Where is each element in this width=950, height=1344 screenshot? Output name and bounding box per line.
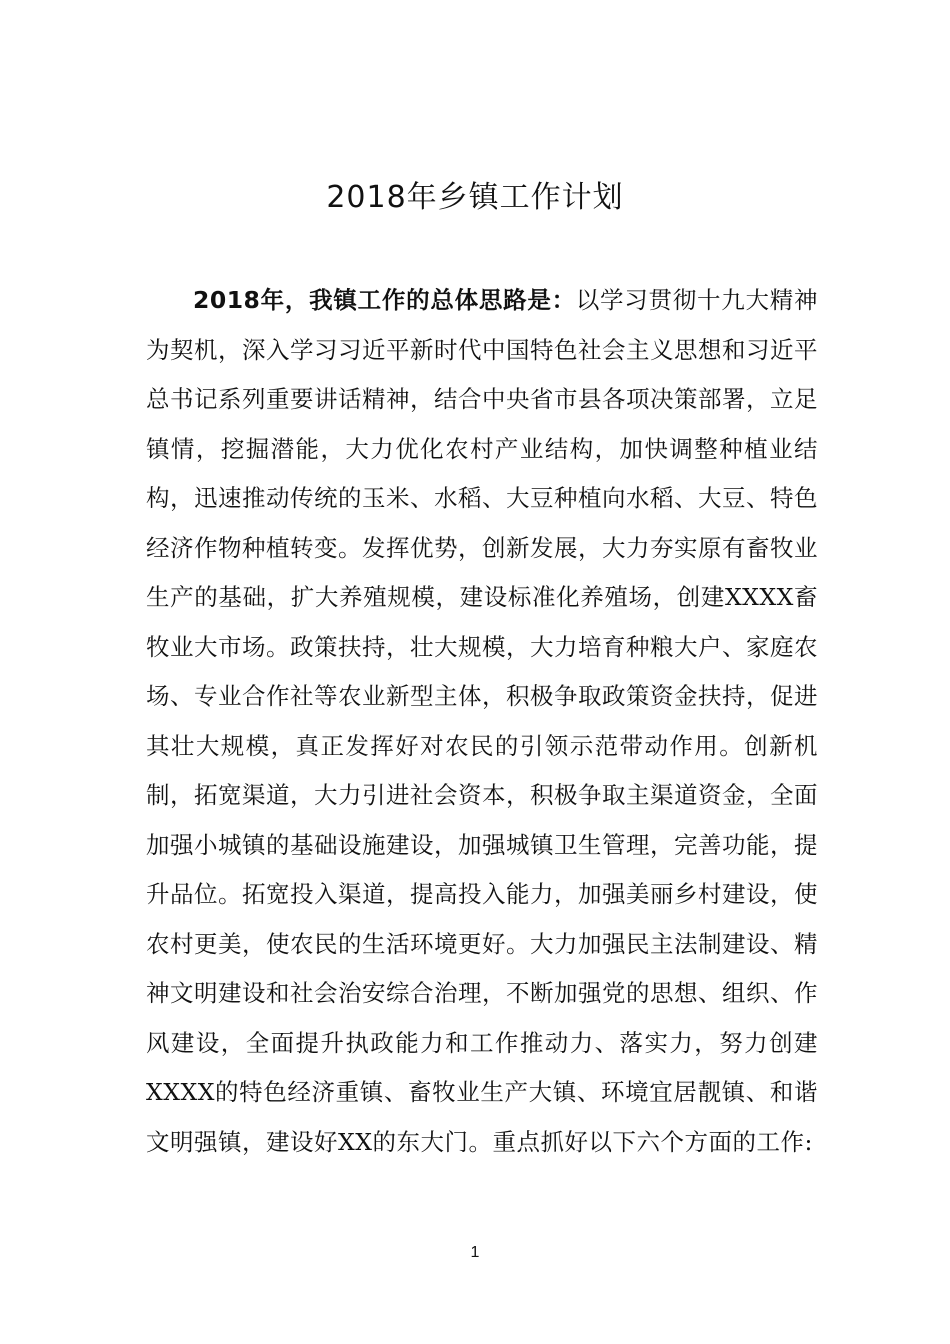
paragraph-lead: 2018年，我镇工作的总体思路是：: [193, 286, 576, 314]
paragraph-body: 以学习贯彻十九大精神为契机，深入学习习近平新时代中国特色社会主义思想和习近平总书记系列重要讲话精神，结合中央省市县各项决策部署，立足镇情，挖掘潜能，大力优化农村产业结构，加快调整种植业结构，迅速推动传统的玉米、水稻、大豆种植向水稻、大豆、特色经济作物种植转变。发挥优势，创新发展，大力夯实原有畜牧业生产的基础，扩大养殖规模，建设标准化养殖场，创建XXXX畜牧业大市场。政策扶持，壮大规模，大力培育种粮大户、家庭农场、专业合作社等农业新型主体，积极争取政策资金扶持，促进其壮大规模，真正发挥好对农民的引领示范带动作用。创新机制，拓宽渠道，大力引进社会资本，积极争取主渠道资金，全面加强小城镇的基础设施建设，加强城镇卫生管理，完善功能，提升品位。拓宽投入渠道，提高投入能力，加强美丽乡村建设，使农村更美，使农民的生活环境更好。大力加强民主法制建设、精神文明建设和社会治安综合治理，不断加强党的思想、组织、作风建设，全面提升执政能力和工作推动力、落实力，努力创建XXXX的特色经济重镇、畜牧业生产大镇、环境宜居靓镇、和谐文明强镇，建设好XX的东大门。重点抓好以下六个方面的工作:: [146, 286, 819, 1156]
body-paragraph: [146, 276, 818, 1167]
page-number: 1: [470, 1244, 480, 1261]
document-title: 2018年乡镇工作计划: [326, 180, 624, 215]
